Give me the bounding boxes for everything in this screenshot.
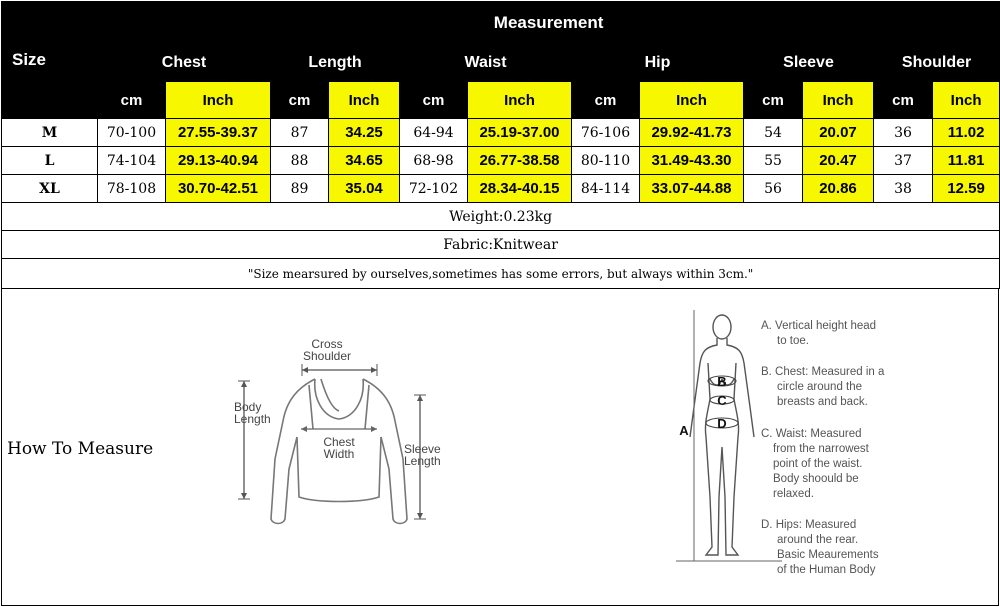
- instruction-d: of the Human Body: [777, 564, 876, 576]
- col-sleeve: Sleeve: [744, 45, 874, 82]
- chest-width-label: Width: [323, 447, 355, 461]
- inch-value: 20.86: [803, 175, 874, 203]
- unit-inch: Inch: [468, 82, 572, 119]
- unit-cm: cm: [744, 82, 803, 119]
- inch-value: 31.49-43.30: [640, 147, 744, 175]
- size-table: [1, 1, 1000, 289]
- measurement-instructions: [757, 313, 917, 583]
- marker-d: D: [717, 416, 727, 431]
- inch-value: 29.13-40.94: [166, 147, 271, 175]
- sleeve-length-label: Length: [404, 454, 441, 468]
- inch-value: 26.77-38.58: [468, 147, 572, 175]
- cm-value: 70-100: [98, 119, 166, 147]
- unit-inch: Inch: [329, 82, 400, 119]
- instruction-d: D. Hips: Measured: [761, 519, 857, 531]
- cm-value: 76-106: [572, 119, 640, 147]
- cm-value: 68-98: [400, 147, 468, 175]
- col-length: Length: [271, 45, 400, 82]
- fabric-note: Fabric:Knitwear: [2, 231, 1000, 259]
- instruction-c: Body shoould be: [773, 473, 859, 485]
- cm-value: 55: [744, 147, 803, 175]
- inch-value: 34.65: [329, 147, 400, 175]
- how-to-measure-title: How To Measure: [7, 439, 154, 459]
- inch-value: 33.07-44.88: [640, 175, 744, 203]
- cm-value: 38: [874, 175, 933, 203]
- chest-width-label: Chest: [323, 435, 355, 449]
- size-label: L: [2, 147, 98, 175]
- cm-value: 37: [874, 147, 933, 175]
- table-row: [2, 119, 1000, 147]
- how-to-measure-section: [1, 288, 999, 606]
- unit-cm: cm: [572, 82, 640, 119]
- size-label: M: [2, 119, 98, 147]
- size-label: XL: [2, 175, 98, 203]
- cross-shoulder-label: Shoulder: [302, 349, 352, 363]
- unit-inch: Inch: [803, 82, 874, 119]
- instruction-d: Basic Meaurements: [777, 549, 879, 561]
- inch-value: 34.25: [329, 119, 400, 147]
- cm-value: 88: [271, 147, 329, 175]
- marker-c: C: [717, 393, 727, 408]
- inch-value: 27.55-39.37: [166, 119, 271, 147]
- cm-value: 87: [271, 119, 329, 147]
- inch-value: 28.34-40.15: [468, 175, 572, 203]
- inch-value: 11.02: [933, 119, 1000, 147]
- instruction-c: C. Waist: Measured: [761, 428, 862, 440]
- inch-value: 12.59: [933, 175, 1000, 203]
- inch-value: 20.07: [803, 119, 874, 147]
- measurement-header: Measurement: [98, 2, 1000, 45]
- unit-cm: cm: [874, 82, 933, 119]
- col-shoulder: Shoulder: [874, 45, 1000, 82]
- instruction-c: relaxed.: [773, 488, 814, 500]
- col-waist: Waist: [400, 45, 572, 82]
- inch-value: 11.81: [933, 147, 1000, 175]
- cm-value: 64-94: [400, 119, 468, 147]
- unit-cm: cm: [271, 82, 329, 119]
- cm-value: 89: [271, 175, 329, 203]
- cm-value: 54: [744, 119, 803, 147]
- marker-b: B: [717, 374, 727, 389]
- instruction-b: breasts and back.: [777, 396, 868, 408]
- table-row: [2, 147, 1000, 175]
- table-row: [2, 175, 1000, 203]
- inch-value: 25.19-37.00: [468, 119, 572, 147]
- instruction-c: point of the waist.: [773, 458, 863, 470]
- cm-value: 74-104: [98, 147, 166, 175]
- cm-value: 84-114: [572, 175, 640, 203]
- cm-value: 78-108: [98, 175, 166, 203]
- col-hip: Hip: [572, 45, 744, 82]
- cm-value: 36: [874, 119, 933, 147]
- body-length-label: Body: [234, 400, 262, 414]
- instruction-d: around the rear.: [777, 534, 859, 546]
- unit-inch: Inch: [933, 82, 1000, 119]
- unit-cm: cm: [400, 82, 468, 119]
- inch-value: 35.04: [329, 175, 400, 203]
- weight-note: Weight:0.23kg: [2, 203, 1000, 231]
- unit-inch: Inch: [640, 82, 744, 119]
- inch-value: 20.47: [803, 147, 874, 175]
- instruction-a: to toe.: [777, 335, 809, 347]
- unit-cm: cm: [98, 82, 166, 119]
- body-outline: [690, 315, 754, 555]
- col-chest: Chest: [98, 45, 271, 82]
- cm-value: 72-102: [400, 175, 468, 203]
- inch-value: 29.92-41.73: [640, 119, 744, 147]
- marker-a: A: [679, 423, 689, 438]
- body-length-label: Length: [234, 412, 271, 426]
- instruction-b: circle around the: [777, 381, 863, 393]
- inch-value: 30.70-42.51: [166, 175, 271, 203]
- cm-value: 56: [744, 175, 803, 203]
- cross-shoulder-label: Cross: [311, 337, 343, 351]
- instruction-c: from the narrowest: [773, 443, 869, 455]
- size-header: Size: [2, 2, 98, 119]
- garment-diagram: [227, 329, 457, 569]
- cm-value: 80-110: [572, 147, 640, 175]
- instruction-a: A. Vertical height head: [761, 320, 877, 332]
- instruction-b: B. Chest: Measured in a: [761, 366, 885, 378]
- sleeve-length-label: Sleeve: [404, 442, 441, 456]
- error-note: "Size mearsured by ourselves,sometimes has some errors, but always within 3cm.": [2, 259, 1000, 289]
- unit-inch: Inch: [166, 82, 271, 119]
